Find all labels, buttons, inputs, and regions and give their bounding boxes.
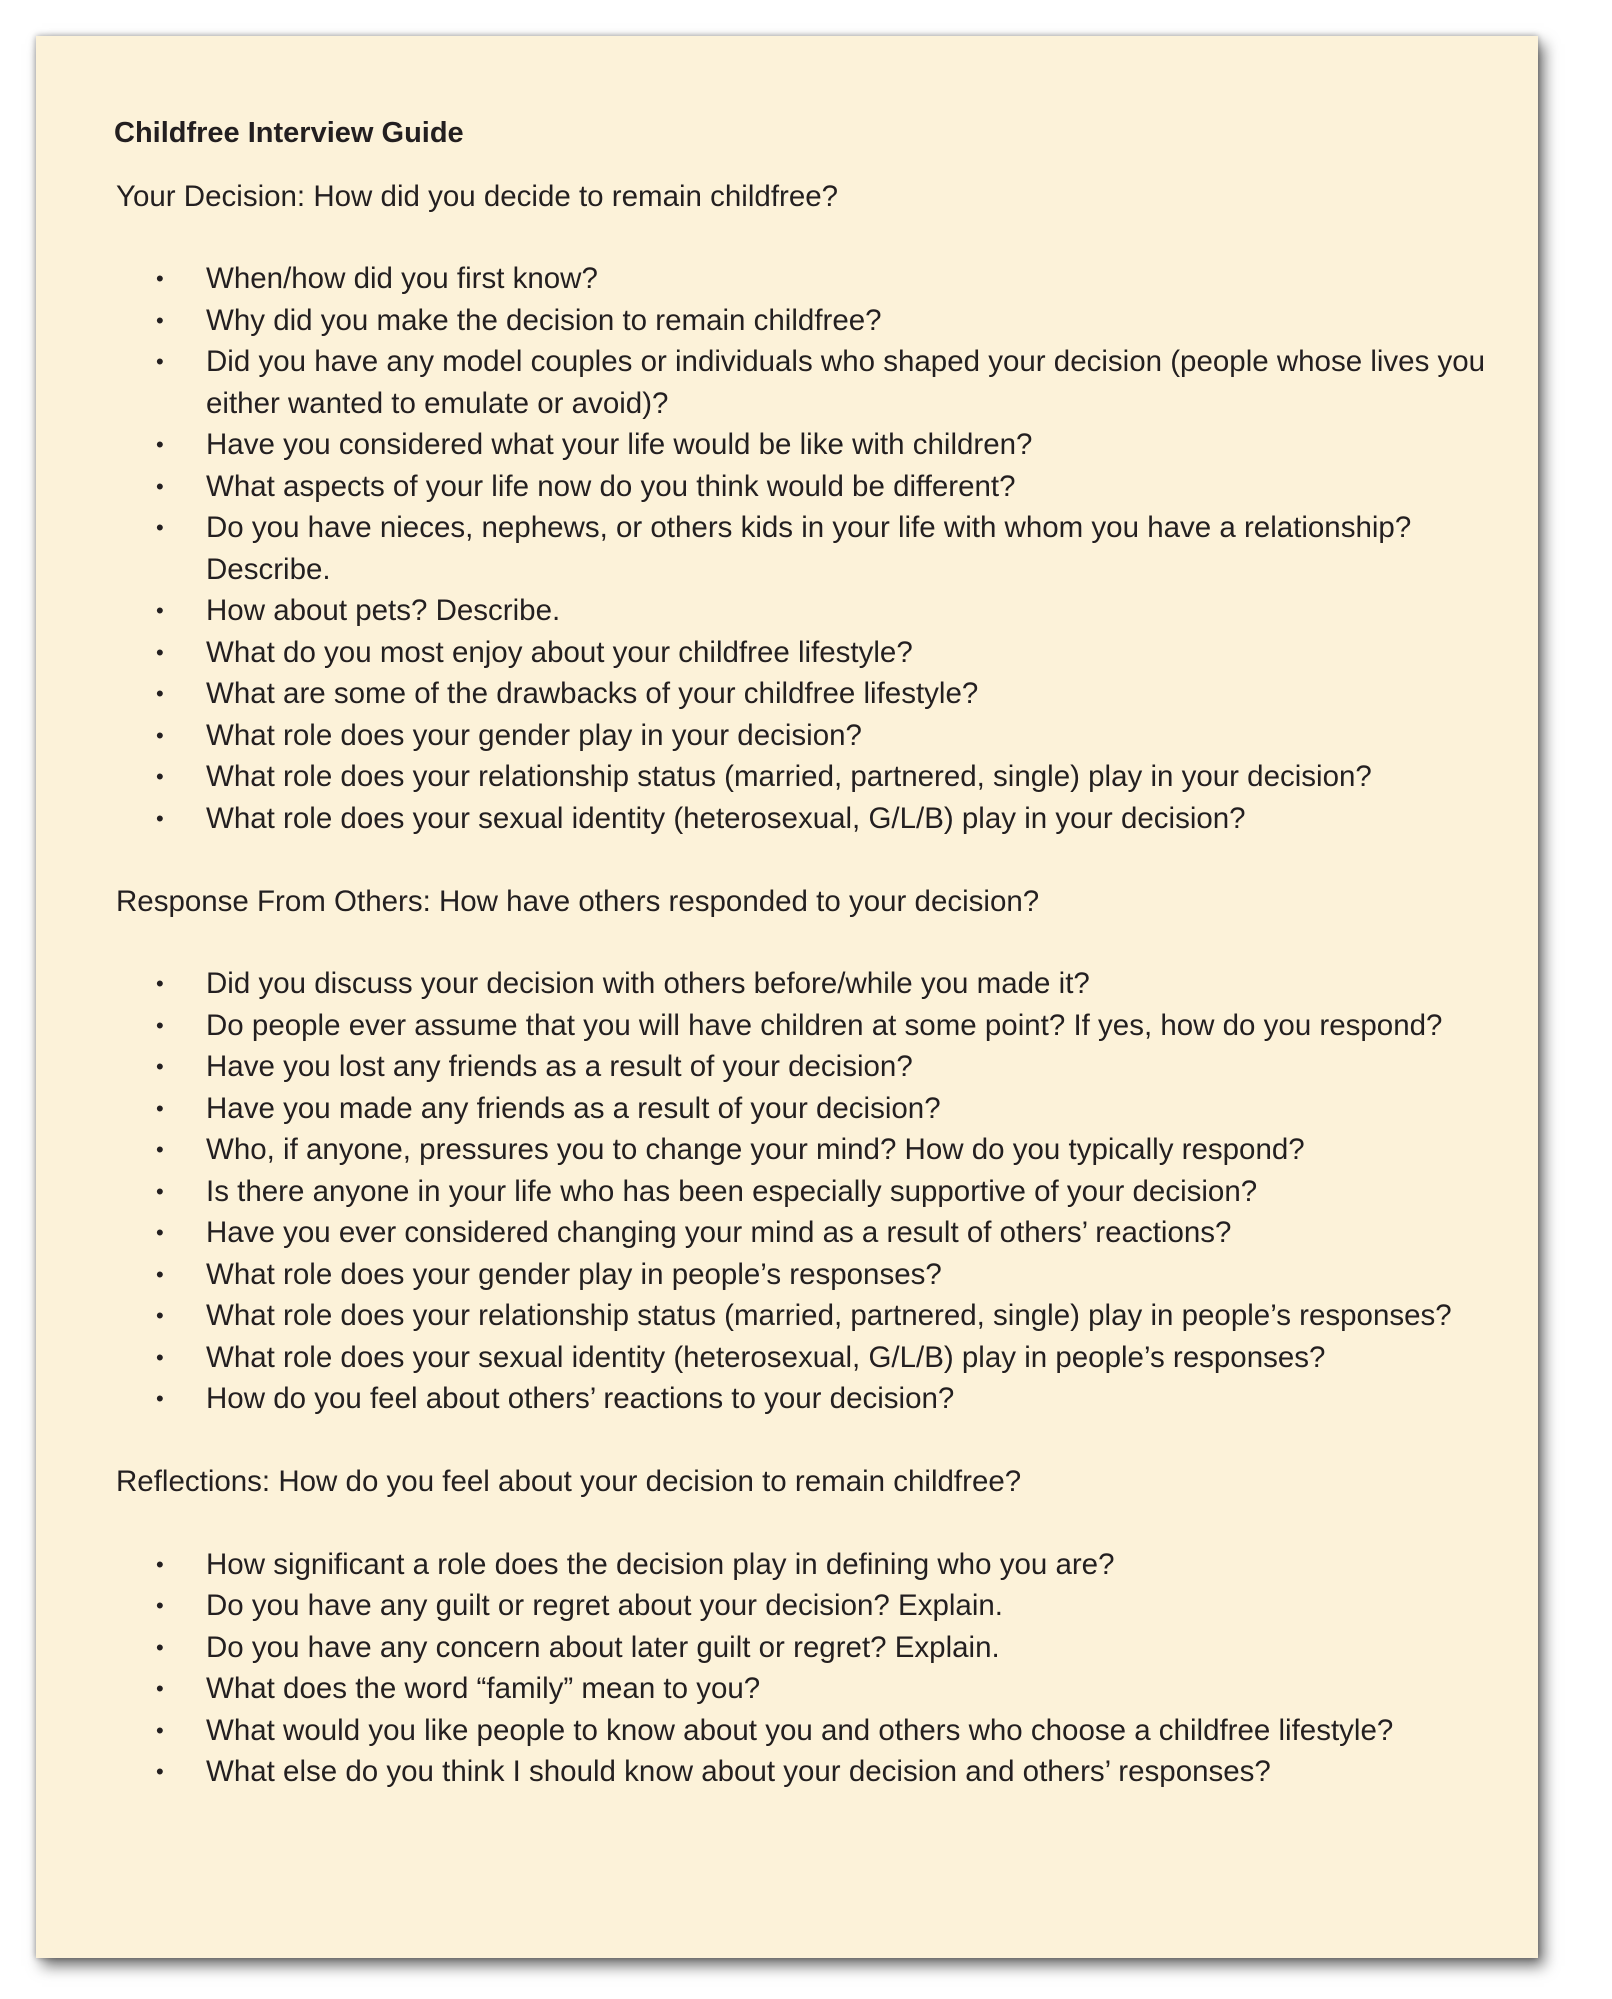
question-text: Did you have any model couples or individuals who shaped your decision (people whose lives you either wanted to emulate or avoid)? (206, 345, 1486, 420)
bullet-icon: • (156, 598, 164, 624)
bullet-icon: • (156, 432, 164, 458)
bullet-icon: • (156, 1054, 164, 1080)
bullet-icon: • (156, 1551, 164, 1577)
question-text: How about pets? Describe. (206, 594, 561, 628)
bullet-icon: • (156, 1634, 164, 1660)
list-item (110, 1627, 1506, 1669)
bullet-icon: • (156, 681, 164, 707)
question-text: Do you have nieces, nephews, or others kids in your life with whom you have a relationship? Describe. (206, 511, 1412, 586)
list-item (110, 466, 1506, 508)
list-item (110, 1295, 1506, 1337)
question-text: What role does your sexual identity (heterosexual, G/L/B) play in your decision? (206, 801, 1246, 835)
list-item (110, 341, 1506, 424)
question-text: What role does your relationship status (married, partnered, single) play in people’s responses? (206, 1299, 1452, 1333)
list-item (110, 1088, 1506, 1130)
section-heading: Your Decision: How did you decide to remain childfree? (116, 179, 839, 213)
bullet-icon: • (156, 1178, 164, 1204)
list-item (110, 1378, 1506, 1420)
list-item (110, 258, 1506, 300)
question-text: Do people ever assume that you will have children at some point? If yes, how do you respond? (206, 1008, 1443, 1042)
list-item (110, 1046, 1506, 1088)
bullet-icon: • (156, 971, 164, 997)
bullet-icon: • (156, 1220, 164, 1246)
list-item (110, 798, 1506, 840)
bullet-icon: • (156, 1717, 164, 1743)
bullet-icon: • (156, 1344, 164, 1370)
question-text: Do you have any concern about later guilt or regret? Explain. (206, 1630, 1000, 1664)
question-text: What do you most enjoy about your childfree lifestyle? (206, 635, 913, 669)
list-item (110, 507, 1506, 590)
list-item (110, 756, 1506, 798)
question-text: Is there anyone in your life who has been especially supportive of your decision? (206, 1174, 1258, 1208)
question-text: How do you feel about others’ reactions to your decision? (206, 1382, 955, 1416)
question-text: Have you ever considered changing your mind as a result of others’ reactions? (206, 1216, 1232, 1250)
bullet-icon: • (156, 307, 164, 333)
list-item (110, 1710, 1506, 1752)
question-text: Have you lost any friends as a result of your decision? (206, 1050, 913, 1084)
list-item (110, 590, 1506, 632)
bullet-icon: • (156, 1386, 164, 1412)
bullet-icon: • (156, 805, 164, 831)
list-item (110, 963, 1506, 1005)
document-page (36, 36, 1538, 1958)
question-text: When/how did you first know? (206, 262, 598, 296)
question-list (110, 963, 1538, 1420)
question-text: What role does your gender play in your decision? (206, 718, 862, 752)
bullet-icon: • (156, 1137, 164, 1163)
bullet-icon: • (156, 639, 164, 665)
bullet-icon: • (156, 1012, 164, 1038)
bullet-icon: • (156, 515, 164, 541)
question-list (110, 258, 1538, 839)
list-item (110, 1585, 1506, 1627)
list-item (110, 673, 1506, 715)
bullet-icon: • (156, 473, 164, 499)
question-text: What role does your relationship status (married, partnered, single) play in your decision? (206, 760, 1372, 794)
question-text: Did you discuss your decision with others before/while you made it? (206, 967, 1090, 1001)
list-item (110, 632, 1506, 674)
bullet-icon: • (156, 1676, 164, 1702)
question-list (110, 1544, 1538, 1793)
bullet-icon: • (156, 1261, 164, 1287)
document-title: Childfree Interview Guide (114, 117, 464, 149)
question-text: How significant a role does the decision play in defining who you are? (206, 1547, 1115, 1581)
list-item (110, 300, 1506, 342)
list-item (110, 1337, 1506, 1379)
question-text: What does the word “family” mean to you? (206, 1672, 761, 1706)
sections-container (110, 176, 1538, 1793)
question-text: What aspects of your life now do you think would be different? (206, 469, 1016, 503)
list-item (110, 1005, 1506, 1047)
question-text: What else do you think I should know about your decision and others’ responses? (206, 1755, 1271, 1789)
question-text: Have you considered what your life would be like with children? (206, 428, 1033, 462)
list-item (110, 1544, 1506, 1586)
bullet-icon: • (156, 764, 164, 790)
question-text: What would you like people to know about you and others who choose a childfree lifestyle? (206, 1713, 1394, 1747)
bullet-icon: • (156, 266, 164, 292)
question-text: What role does your sexual identity (heterosexual, G/L/B) play in people’s responses? (206, 1340, 1326, 1374)
bullet-icon: • (156, 1593, 164, 1619)
list-item (110, 1129, 1506, 1171)
list-item (110, 424, 1506, 466)
list-item (110, 715, 1506, 757)
question-text: What are some of the drawbacks of your childfree lifestyle? (206, 677, 979, 711)
question-text: Have you made any friends as a result of your decision? (206, 1091, 941, 1125)
list-item (110, 1212, 1506, 1254)
section-heading: Response From Others: How have others responded to your decision? (116, 884, 1040, 918)
bullet-icon: • (156, 349, 164, 375)
question-text: What role does your gender play in people’s responses? (206, 1257, 942, 1291)
list-item (110, 1668, 1506, 1710)
question-text: Who, if anyone, pressures you to change your mind? How do you typically respond? (206, 1133, 1305, 1167)
list-item (110, 1171, 1506, 1213)
bullet-icon: • (156, 1759, 164, 1785)
bullet-icon: • (156, 722, 164, 748)
list-item (110, 1254, 1506, 1296)
list-item (110, 1751, 1506, 1793)
question-text: Do you have any guilt or regret about your decision? Explain. (206, 1589, 1003, 1623)
bullet-icon: • (156, 1095, 164, 1121)
bullet-icon: • (156, 1303, 164, 1329)
question-text: Why did you make the decision to remain childfree? (206, 303, 882, 337)
section-heading: Reflections: How do you feel about your decision to remain childfree? (116, 1465, 1022, 1499)
